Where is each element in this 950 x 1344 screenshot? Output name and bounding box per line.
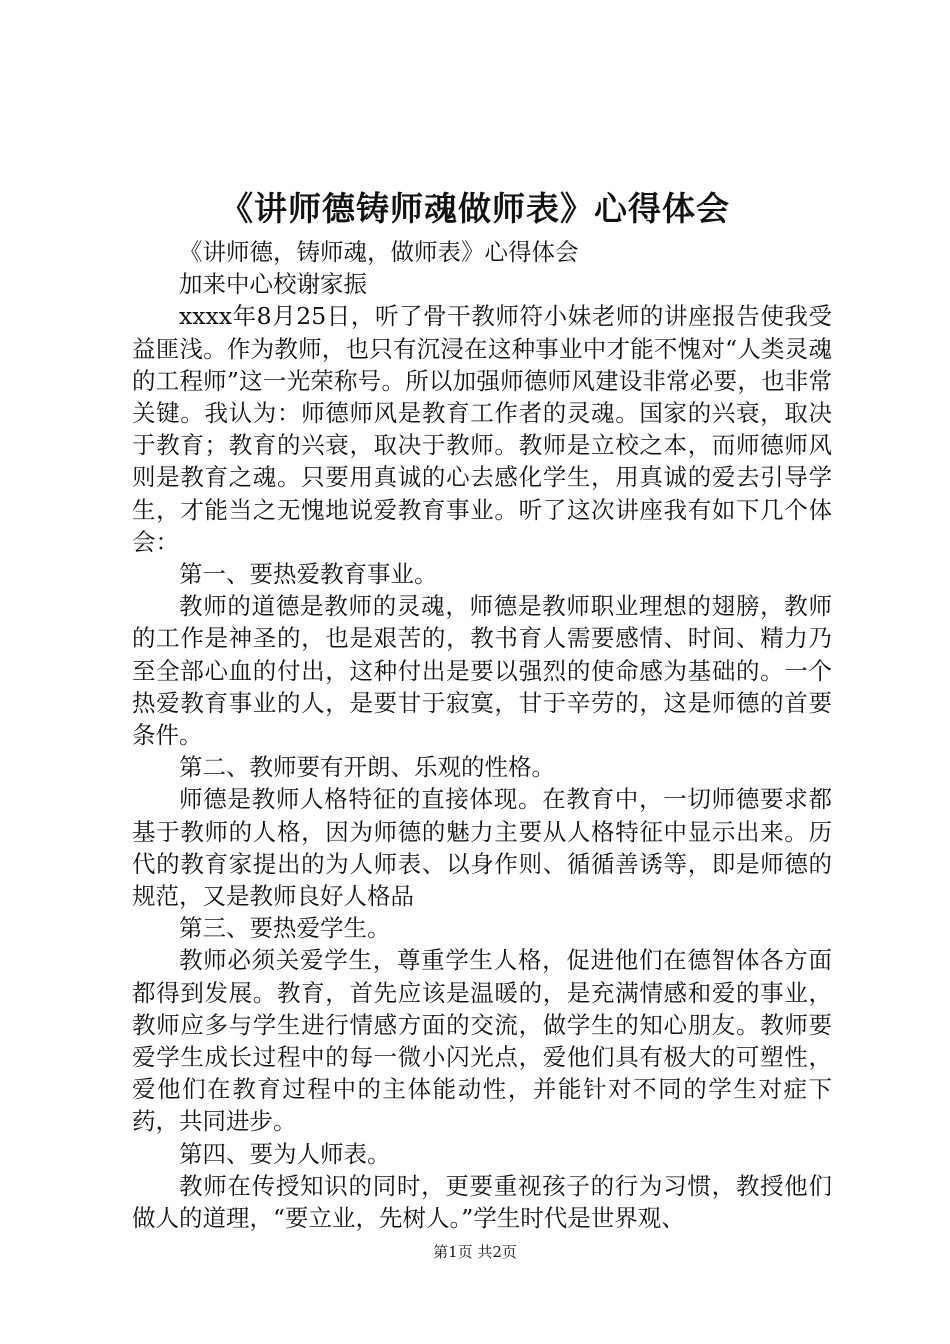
paragraph: 《讲师德，铸师魂，做师表》心得体会: [179, 238, 579, 266]
paragraph: 师德是教师人格特征的直接体现。在教育中，一切师德要求都基于教师的人格，因为师德的魅力主要从人格特征中显示出来。历代的教育家提出的为人师表、以身作则、循循善诱等，即是师德的规范，又是教师良好人格品: [132, 785, 832, 911]
paragraph: 教师在传授知识的同时，更要重视孩子的行为习惯，教授他们做人的道理，“要立业，先树人。”学生时代是世界观、: [132, 1171, 832, 1233]
paragraph: xxxx年8月25日，听了骨干教师符小妹老师的讲座报告使我受益匪浅。作为教师，也只有沉浸在这种事业中才能不愧对“人类灵魂的工程师”这一光荣称号。所以加强师德师风建设非常必要，也非常关键。我认为：师德师风是教育工作者的灵魂。国家的兴衰，取决于教育；教育的兴衰，取决于教师。教师是立校之本，而师德师风则是教育之魂。只要用真诚的心去感化学生，用真诚的爱去引导学生，才能当之无愧地说爱教育事业。听了这次讲座我有如下几个体会：: [132, 302, 832, 556]
document-title: 《讲师德铸师魂做师表》心得体会: [220, 189, 730, 228]
paragraph: 第二、教师要有开朗、乐观的性格。: [179, 753, 555, 782]
paragraph: 教师的道德是教师的灵魂，师德是教师职业理想的翅膀，教师的工作是神圣的，也是艰苦的，教书育人需要感情、时间、精力乃至全部心血的付出，这种付出是要以强烈的使命感为基础的。一个热爱教育事业的人，是要甘于寂寞，甘于辛劳的，这是师德的首要条件。: [132, 592, 832, 750]
paragraph: 加来中心校谢家振: [179, 270, 367, 299]
paragraph: 第四、要为人师表。: [179, 1139, 391, 1168]
document-body: [132, 236, 832, 1234]
page-footer: 第1页 共2页: [433, 1243, 517, 1261]
paragraph: 第一、要热爱教育事业。: [179, 560, 438, 589]
paragraph: 教师必须关爱学生，尊重学生人格，促进他们在德智体各方面都得到发展。教育，首先应该是温暖的，是充满情感和爱的事业，教师应多与学生进行情感方面的交流，做学生的知心朋友。教师要爱学生成长过程中的每一微小闪光点，爱他们具有极大的可塑性，爱他们在教育过程中的主体能动性，并能针对不同的学生对症下药，共同进步。: [132, 946, 832, 1136]
paragraph: 第三、要热爱学生。: [179, 914, 391, 943]
